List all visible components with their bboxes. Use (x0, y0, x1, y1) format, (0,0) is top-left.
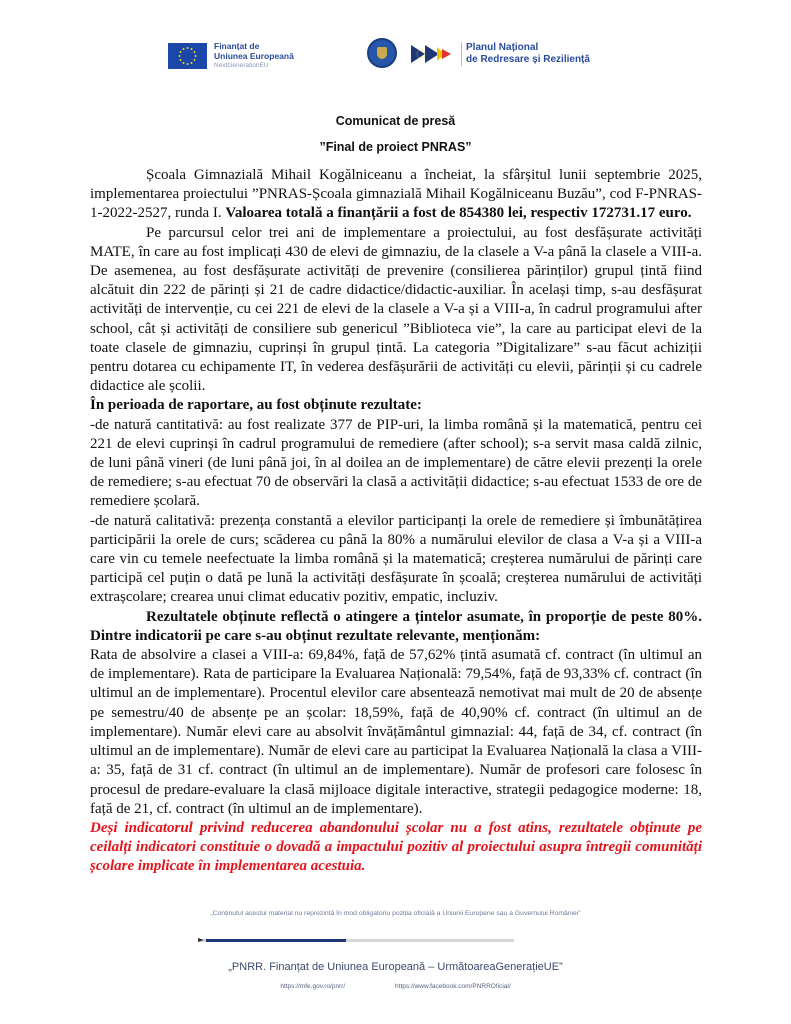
eu-disclaimer: „Conținutul acestui material nu reprezintă în mod obligatoriu poziția oficială a Uniunii Europene sau a Guvernului României” (210, 910, 581, 917)
mfe-link[interactable]: https://mfe.gov.ro/pnrr/ (280, 983, 346, 990)
facebook-link[interactable]: https://www.facebook.com/PNRROficial/ (395, 983, 511, 990)
page-footer (0, 905, 791, 1024)
intro-paragraph (90, 166, 702, 224)
footer-bar-fill (206, 939, 346, 942)
quantitative-results: -de natură cantitativă: au fost realizate 377 de PIP-uri, la limba română și la matematică, pentru cei 221 de elevi cuprinși în cadrul programului de remediere (after school); s-a servit masa caldă zilnic, de luni până vineri (de luni până joi, în al doilea an de implementare) de către elevii prezenți la orele de remediere; s-au efectuat 70 de observări la clasă a activității didactice; s-au efectuat 1533 de ore de remediere școlară. (90, 416, 702, 510)
eu-logo-line3: NextGenerationEU (214, 62, 269, 69)
funding-value: Valoarea totală a finanțării a fost de 854380 lei, respectiv 172731.17 euro. (225, 205, 692, 222)
indicators-paragraph: Rata de absolvire a clasei a VIII-a: 69,84%, față de 57,62% țintă asumată cf. contract (în ultimul an de implementare). Rata de participare la Evaluarea Națională: 79,54%, față de 93,33% cf. contract (în ultimul an de implementare). Procentul elevilor care absentează nemotivat mai mult de 20 de absențe pe semestru/40 de absențe pe an școlar: 18,59%, față de 40,90% cf. contract (în ultimul an de implementare). Număr elevi care au absolvit învățământul gimnazial: 44, față de 34, cf. contract (în ultimul an de implementare). Număr de elevi care au participat la Evaluarea Națională la clasa a VIII-a: 35, față de 31 cf. contract (în ultimul an de implementare). Număr de profesori care folosesc în procesul de predare-evaluare la clasă mijloace digitale interactive, strategii pedagogice moderne: 18, față de 21, cf. contract (în ultimul an de implementare). (90, 647, 702, 817)
eu-logo-line2: Uniunea Europeană (214, 51, 294, 61)
qualitative-results: -de natură calitativă: prezența constantă a elevilor participanți la orele de remediere și îmbunătățirea participării la orele de curs; scăderea cu până la 80% a numărului elevilor de clasa a V-a și a VIII-a care vin cu temele neefectuate la limba română și la matematică; creșterea numărului de părinți care participă cel puțin o dată pe lună la activități desfășurate în școală; creșterea numărului de activități extrașcolare; crearea unui climat educativ pozitiv, empatic, incluziv. (90, 512, 702, 606)
pnrr-arrow-icon (411, 43, 455, 65)
pnrr-slogan: „PNRR. Finanțat de Uniunea Europeană – UrmătoareaGenerațieUE” (228, 961, 563, 973)
pnrr-logo (411, 42, 590, 66)
arrow-tip-icon (198, 938, 204, 942)
eu-flag-icon (168, 43, 207, 69)
document-subtitle: ”Final de proiect PNRAS” (319, 140, 472, 154)
footer-divider-bar (198, 939, 514, 942)
document-title: Comunicat de presă (335, 114, 456, 128)
footer-links (0, 983, 791, 990)
page-header (0, 38, 791, 82)
document-body (90, 166, 702, 877)
conclusion-statement: Deși indicatorul privind reducerea abandonului școlar nu a fost atins, rezultatele obținute pe ceilalți indicatori constituie o dovadă a impactului pozitiv al proiectului asupra întregii comunități școlare implicate în implementarea acestuia. (90, 819, 702, 875)
coat-of-arms-icon (377, 47, 387, 59)
intro-text: Școala Gimnazială Mihail Kogălniceanu a încheiat, la sfârșitul lunii septembrie 2025, implementarea proiectului ”PNRAS-Școala gimnazială Mihail Kogălniceanu Buzău”, cod F-PNRAS-1-2022-2527, runda I. (90, 167, 702, 222)
pnrr-logo-line2: de Redresare și Reziliență (466, 54, 590, 65)
summary-statement: Rezultatele obținute reflectă o atingere a țintelor asumate, în proporție de peste 80%. Dintre indicatorii pe care s-au obținut rezultate relevante, menționăm: (90, 608, 702, 644)
results-heading: În perioada de raportare, au fost obținute rezultate: (90, 397, 422, 414)
activities-paragraph: Pe parcursul celor trei ani de implementare a proiectului, au fost desfășurate activități MATE, în care au fost implicați 430 de elevi de gimnaziu, de la clasele a V-a până la clasele a VIII-a. De asemenea, au fost desfășurate activități de prevenire (consilierea părinților) grupul țintă fiind alcătuit din 222 de părinți și 21 de cadre didactice/didactic-auxiliar. În același timp, s-au desfășurat activități de intervenție, cu cei 221 de elevi de la clasele a V-a și a VIII-a, în cadrul programului after school, cât și activități de consiliere sub genericul ”Biblioteca vie”, la care au participat elevi de la toate clasele de gimnaziu, cuprinși în grupul țintă. La categoria ”Digitalizare” s-au făcut achiziții pentru dotarea cu echipamente IT, în vederea desfășurării de activități cu elevii, părinții și cu cadrele didactice ale școlii. (90, 224, 702, 395)
eu-funding-logo (168, 41, 294, 71)
romanian-government-seal-icon (367, 38, 397, 68)
pnrr-logo-line1: Planul Național (466, 42, 539, 53)
eu-logo-line1: Finanțat de (214, 41, 260, 51)
